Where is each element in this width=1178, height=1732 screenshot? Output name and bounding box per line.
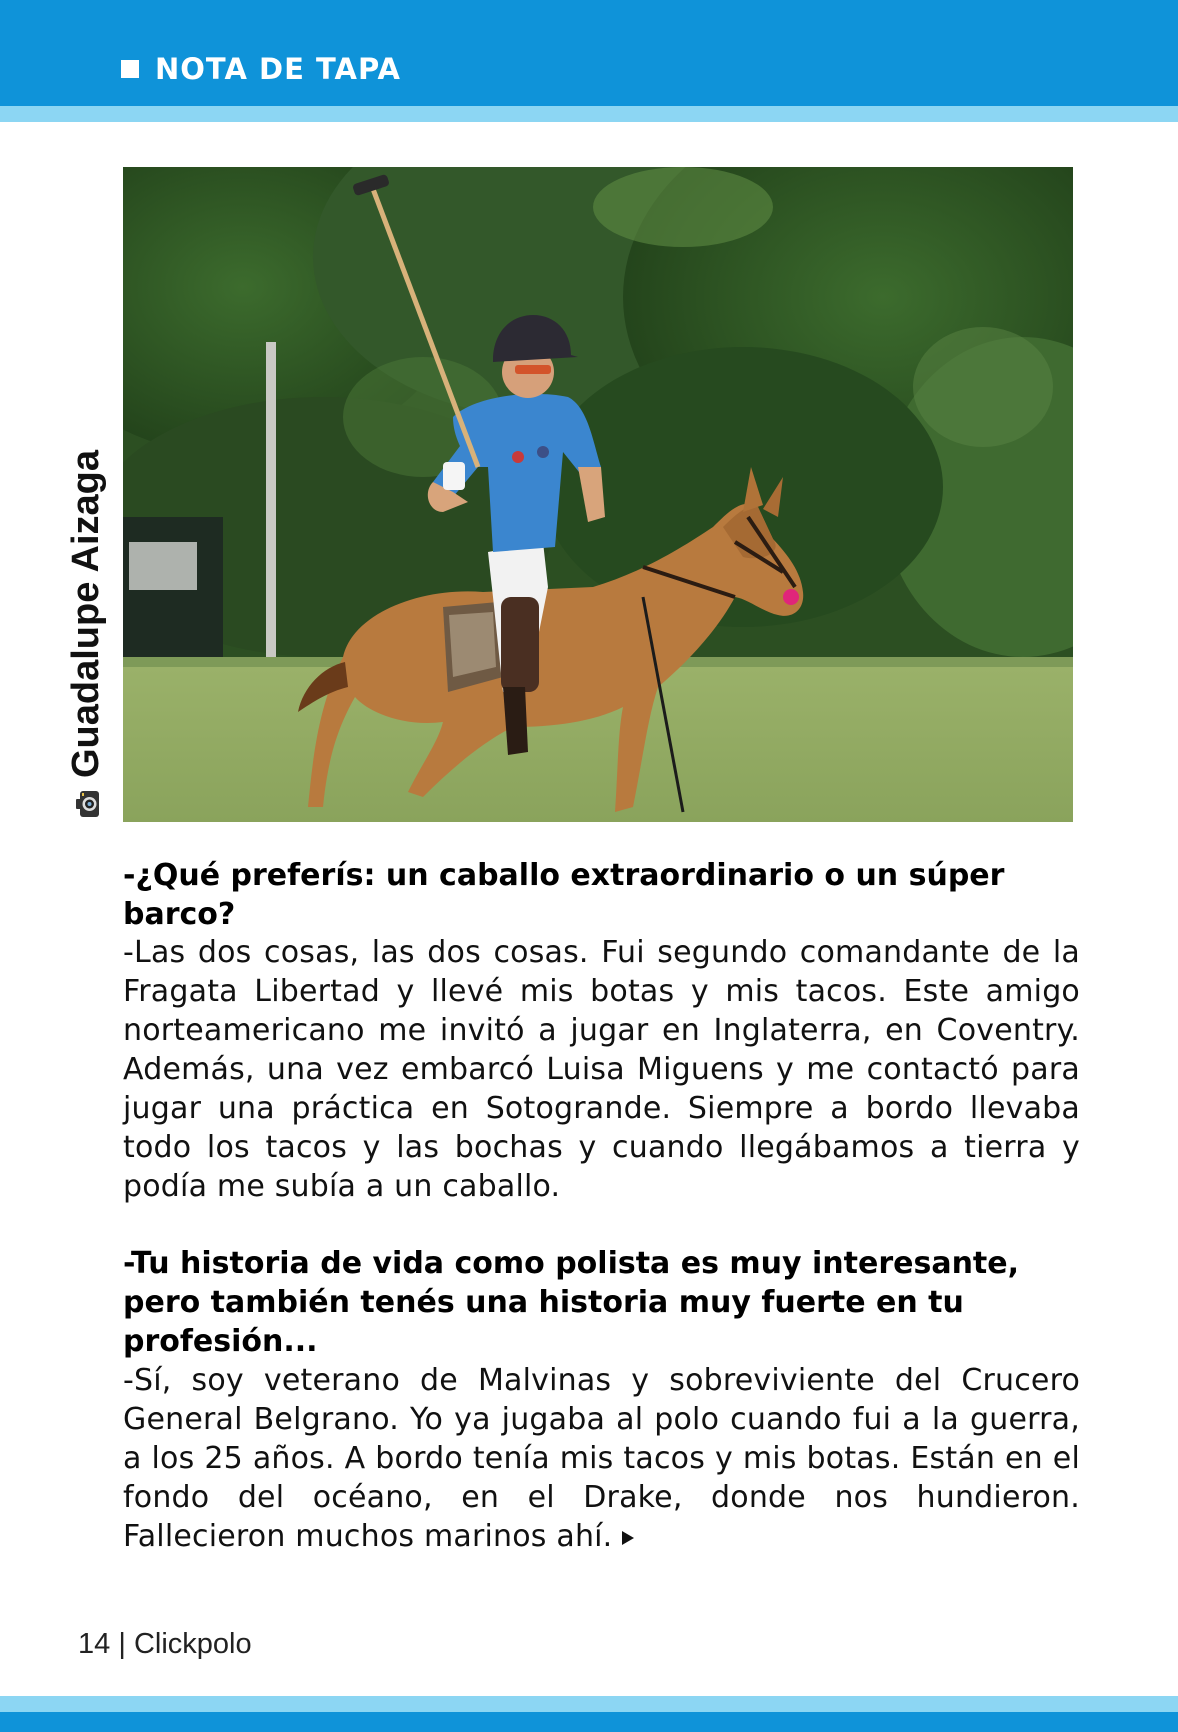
photo-credit-text: Guadalupe Aizaga: [65, 450, 107, 778]
polo-player-illustration: [123, 167, 1073, 822]
question-2: -Tu historia de vida como polista es muy interesante, pero también tenés una historia muy fuerte en tu profesión...: [123, 1246, 1020, 1359]
camera-icon: [71, 788, 103, 820]
section-label: [121, 52, 401, 86]
answer-1: -Las dos cosas, las dos cosas. Fui segundo comandante de la Fragata Libertad y llevé mis botas y mis tacos. Este amigo norteamericano me invitó a jugar en Inglaterra, en Coventry. Además, una vez embarcó Luisa Miguens y me contactó para jugar una práctica en Sotogrande. Siempre a bordo llevaba todo los tacos y las bochas y cuando llegábamos a tierra y podía me subía a un caballo.: [123, 935, 1080, 1204]
publication-name: Clickpolo: [133, 1628, 252, 1660]
square-bullet-icon: [121, 60, 139, 78]
footer-accent-stripe: [0, 1696, 1178, 1712]
answer-2: [123, 1361, 1080, 1556]
section-label-text: NOTA DE TAPA: [155, 52, 401, 86]
footer-band: [0, 1712, 1178, 1732]
footer-separator: |: [118, 1628, 126, 1660]
page-number: 14: [78, 1628, 111, 1660]
continue-arrow-icon: [622, 1531, 634, 1545]
question-1: -¿Qué preferís: un caballo extraordinario o un súper barco?: [123, 858, 1005, 932]
article-photo: [123, 167, 1073, 822]
answer-2-text: -Sí, soy veterano de Malvinas y sobreviviente del Crucero General Belgrano. Yo ya jugaba al polo cuando fui a la guerra, a los 25 años. A bordo tenía mis tacos y mis botas. Están en el fondo del océano, en el Drake, donde nos hundieron. Fallecieron muchos marinos ahí.: [123, 1363, 1080, 1554]
header-accent-stripe: [0, 106, 1178, 122]
page-footer: [78, 1628, 252, 1661]
